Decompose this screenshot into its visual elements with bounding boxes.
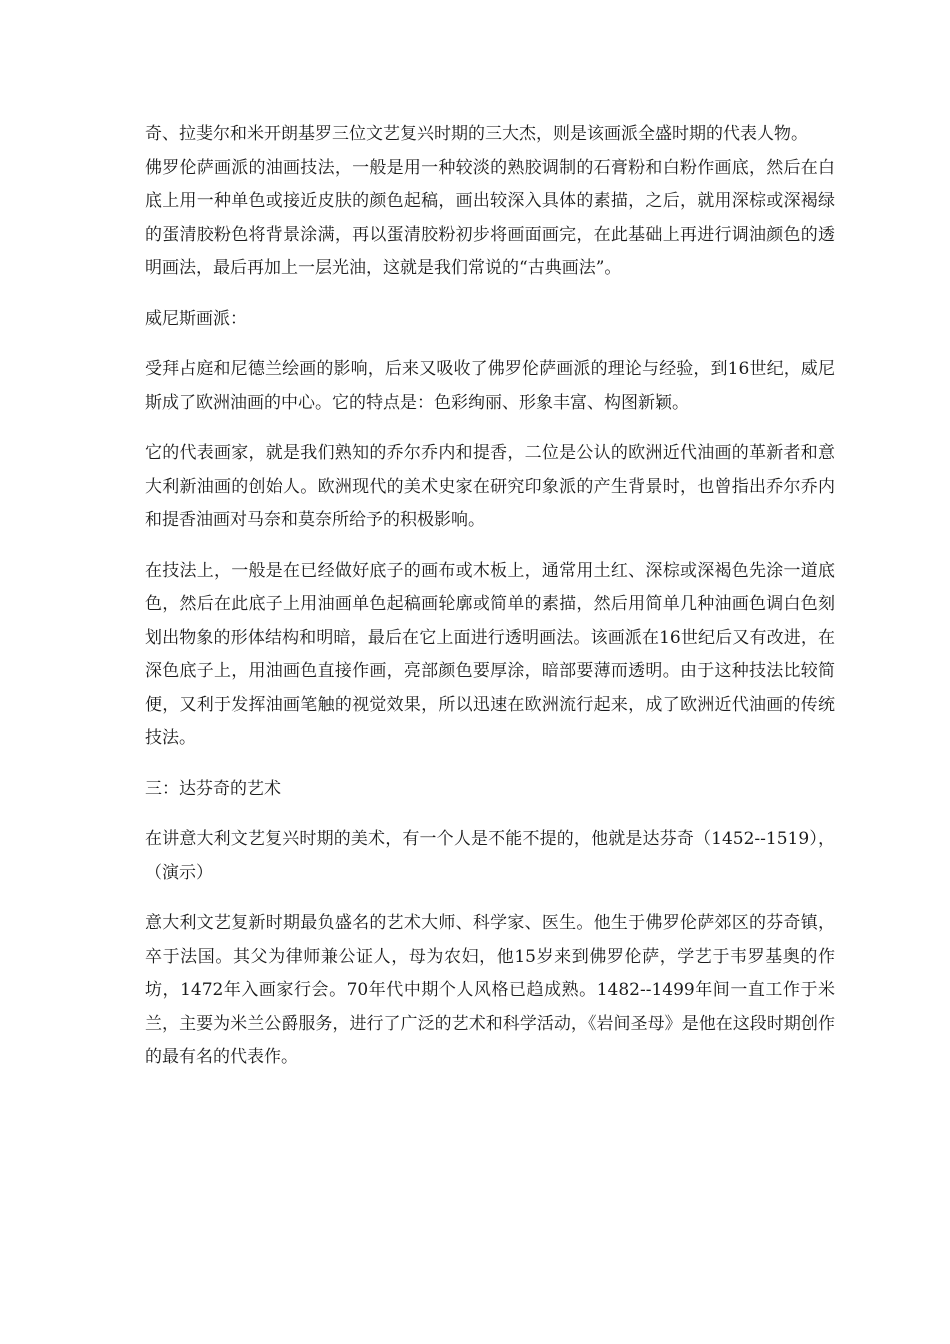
- paragraph-2: 佛罗伦萨画派的油画技法，一般是用一种较淡的熟胶调制的石膏粉和白粉作画底，然后在白底上用一种单色或接近皮肤的颜色起稿，画出较深入具体的素描，之后，就用深棕或深褐绿的蛋清胶粉色将背景涂满，再以蛋清胶粉初步将画面画完，在此基础上再进行调油颜色的透明画法，最后再加上一层光油，这就是我们常说的“古典画法”。: [145, 157, 835, 278]
- paragraph-4: 它的代表画家，就是我们熟知的乔尔乔内和提香，二位是公认的欧洲近代油画的革新者和意大利新油画的创始人。欧洲现代的美术史家在研究印象派的产生背景时，也曾指出乔尔乔内和提香油画对马奈和莫奈所给予的积极影响。: [145, 443, 835, 530]
- document-page: [145, 118, 835, 1075]
- paragraph-1: 奇、拉斐尔和米开朗基罗三位文艺复兴时期的三大杰，则是该画派全盛时期的代表人物。: [145, 124, 808, 144]
- paragraph-6: 在讲意大利文艺复兴时期的美术，有一个人是不能不提的，他就是达芬奇（1452--1519），（演示）: [145, 829, 835, 883]
- section-heading-venice: 威尼斯画派：: [145, 308, 247, 329]
- paragraph-3: 受拜占庭和尼德兰绘画的影响，后来又吸收了佛罗伦萨画派的理论与经验，到16世纪，威尼斯成了欧洲油画的中心。它的特点是：色彩绚丽、形象丰富、构图新颖。: [145, 359, 835, 413]
- section-heading-davinci: 三：达芬奇的艺术: [145, 778, 281, 799]
- paragraph-5: 在技法上，一般是在已经做好底子的画布或木板上，通常用土红、深棕或深褐色先涂一道底色，然后在此底子上用油画单色起稿画轮廓或简单的素描，然后用简单几种油画色调白色刻划出物象的形体结构和明暗，最后在它上面进行透明画法。该画派在16世纪后又有改进，在深色底子上，用油画色直接作画，亮部颜色要厚涂，暗部要薄而透明。由于这种技法比较简便，又利于发挥油画笔触的视觉效果，所以迅速在欧洲流行起来，成了欧洲近代油画的传统技法。: [145, 560, 835, 748]
- paragraph-7: 意大利文艺复新时期最负盛名的艺术大师、科学家、医生。他生于佛罗伦萨郊区的芬奇镇，卒于法国。其父为律师兼公证人，母为农妇，他15岁来到佛罗伦萨，学艺于韦罗基奥的作坊，1472年入画家行会。70年代中期个人风格已趋成熟。1482--1499年间一直工作于米兰，主要为米兰公爵服务，进行了广泛的艺术和科学活动，《岩间圣母》是他在这段时期创作的最有名的代表作。: [145, 913, 835, 1067]
